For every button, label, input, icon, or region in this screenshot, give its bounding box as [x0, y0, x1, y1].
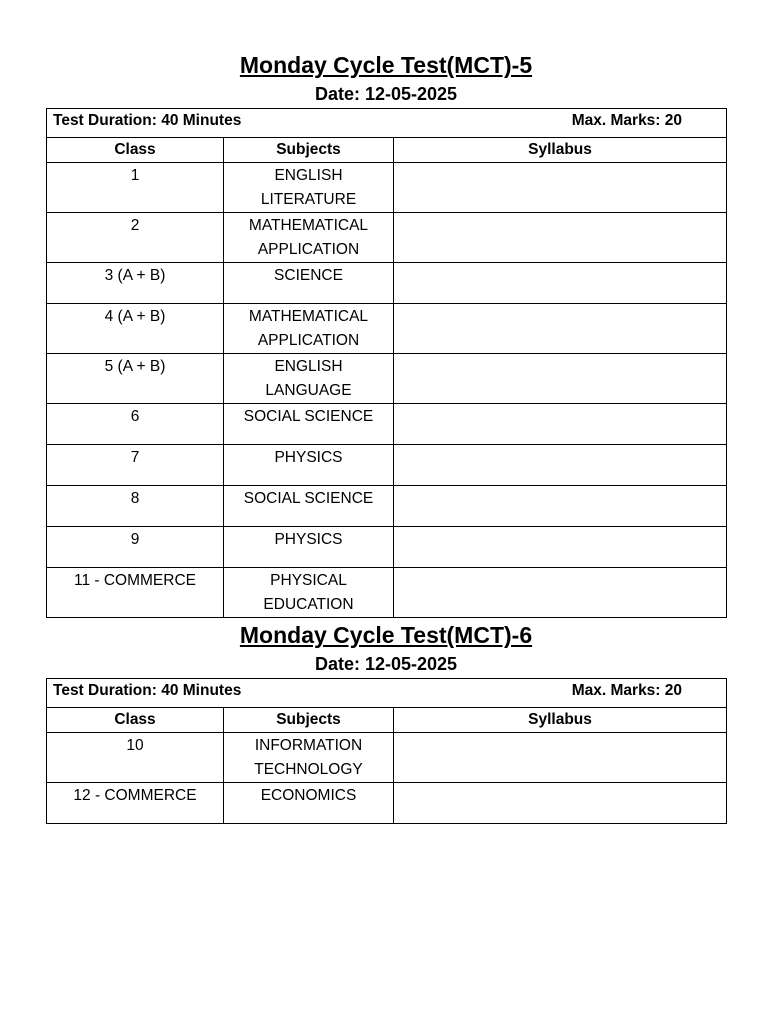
subject-line: SOCIAL SCIENCE [243, 408, 374, 425]
subject-cell [224, 527, 394, 568]
syllabus-cell [394, 304, 727, 354]
column-header-row [47, 708, 727, 733]
schedule-table [46, 678, 727, 824]
subject-line: PHYSICS [274, 531, 343, 548]
class-label: 10 [126, 737, 144, 754]
class-cell [47, 783, 224, 824]
subject-line: APPLICATION [257, 241, 360, 258]
subject-line: MATHEMATICAL [248, 217, 369, 234]
syllabus-cell [394, 568, 727, 618]
syllabus-cell [394, 783, 727, 824]
column-header-class: Class [47, 138, 224, 163]
subject-line: INFORMATION [254, 737, 363, 754]
table-header-row [47, 109, 727, 138]
subject-line: PHYSICAL [270, 572, 347, 589]
schedule-table [46, 108, 727, 618]
subject-line: PHYSICS [274, 449, 343, 466]
class-label: 1 [130, 167, 140, 184]
subject-cell [224, 783, 394, 824]
table-row [47, 213, 727, 263]
subject-line: SCIENCE [274, 267, 343, 284]
subject-line: TECHNOLOGY [254, 761, 363, 778]
syllabus-cell [394, 163, 727, 213]
class-label: 12 - COMMERCE [73, 787, 197, 804]
column-header-row [47, 138, 727, 163]
column-header-subjects: Subjects [224, 708, 394, 733]
document-page [46, 50, 726, 824]
subject-cell [224, 486, 394, 527]
subject-cell [224, 404, 394, 445]
section-title: Monday Cycle Test(MCT)-6 [239, 622, 533, 648]
section-title: Monday Cycle Test(MCT)-5 [239, 52, 533, 78]
class-cell [47, 568, 224, 618]
class-cell [47, 213, 224, 263]
subject-cell [224, 263, 394, 304]
subject-line: SOCIAL SCIENCE [243, 490, 374, 507]
class-label: 6 [130, 408, 140, 425]
column-header-syllabus: Syllabus [394, 708, 727, 733]
table-body [47, 163, 727, 618]
syllabus-cell [394, 733, 727, 783]
table-row [47, 486, 727, 527]
syllabus-cell [394, 527, 727, 568]
subject-cell [224, 354, 394, 404]
class-cell [47, 486, 224, 527]
class-cell [47, 163, 224, 213]
table-row [47, 404, 727, 445]
syllabus-cell [394, 263, 727, 304]
subject-line: MATHEMATICAL [248, 308, 369, 325]
subject-line: EDUCATION [263, 596, 354, 613]
syllabus-cell [394, 445, 727, 486]
section-date: Date: 12-05-2025 [314, 84, 458, 104]
subject-cell [224, 445, 394, 486]
table-row [47, 527, 727, 568]
class-cell [47, 304, 224, 354]
class-label: 3 (A + B) [104, 267, 166, 284]
class-label: 11 - COMMERCE [73, 572, 196, 589]
section-mct-6 [46, 620, 726, 824]
table-row [47, 568, 727, 618]
section-date: Date: 12-05-2025 [314, 654, 458, 674]
max-marks: Max. Marks: 20 [571, 682, 683, 699]
syllabus-cell [394, 486, 727, 527]
class-label: 2 [130, 217, 140, 234]
syllabus-cell [394, 354, 727, 404]
class-label: 9 [130, 531, 140, 548]
table-row [47, 163, 727, 213]
column-header-class: Class [47, 708, 224, 733]
class-cell [47, 527, 224, 568]
section-mct-5 [46, 50, 726, 618]
subject-line: ENGLISH [274, 167, 343, 184]
column-header-syllabus: Syllabus [394, 138, 727, 163]
table-row [47, 263, 727, 304]
class-label: 8 [130, 490, 140, 507]
table-row [47, 445, 727, 486]
subject-line: LANGUAGE [265, 382, 352, 399]
test-duration: Test Duration: 40 Minutes [53, 682, 242, 699]
subject-line: ECONOMICS [260, 787, 357, 804]
table-row [47, 304, 727, 354]
class-cell [47, 733, 224, 783]
table-header-row [47, 679, 727, 708]
max-marks: Max. Marks: 20 [571, 112, 683, 129]
table-row [47, 354, 727, 404]
subject-cell [224, 733, 394, 783]
class-label: 5 (A + B) [104, 358, 166, 375]
class-cell [47, 354, 224, 404]
subject-line: LITERATURE [260, 191, 357, 208]
subject-line: APPLICATION [257, 332, 360, 349]
subject-cell [224, 163, 394, 213]
table-row [47, 783, 727, 824]
subject-line: ENGLISH [274, 358, 343, 375]
subject-cell [224, 568, 394, 618]
test-duration: Test Duration: 40 Minutes [53, 112, 242, 129]
class-cell [47, 263, 224, 304]
subject-cell [224, 304, 394, 354]
table-row [47, 733, 727, 783]
subject-cell [224, 213, 394, 263]
class-label: 7 [130, 449, 140, 466]
class-cell [47, 404, 224, 445]
syllabus-cell [394, 213, 727, 263]
table-body [47, 733, 727, 824]
syllabus-cell [394, 404, 727, 445]
column-header-subjects: Subjects [224, 138, 394, 163]
class-cell [47, 445, 224, 486]
class-label: 4 (A + B) [104, 308, 166, 325]
